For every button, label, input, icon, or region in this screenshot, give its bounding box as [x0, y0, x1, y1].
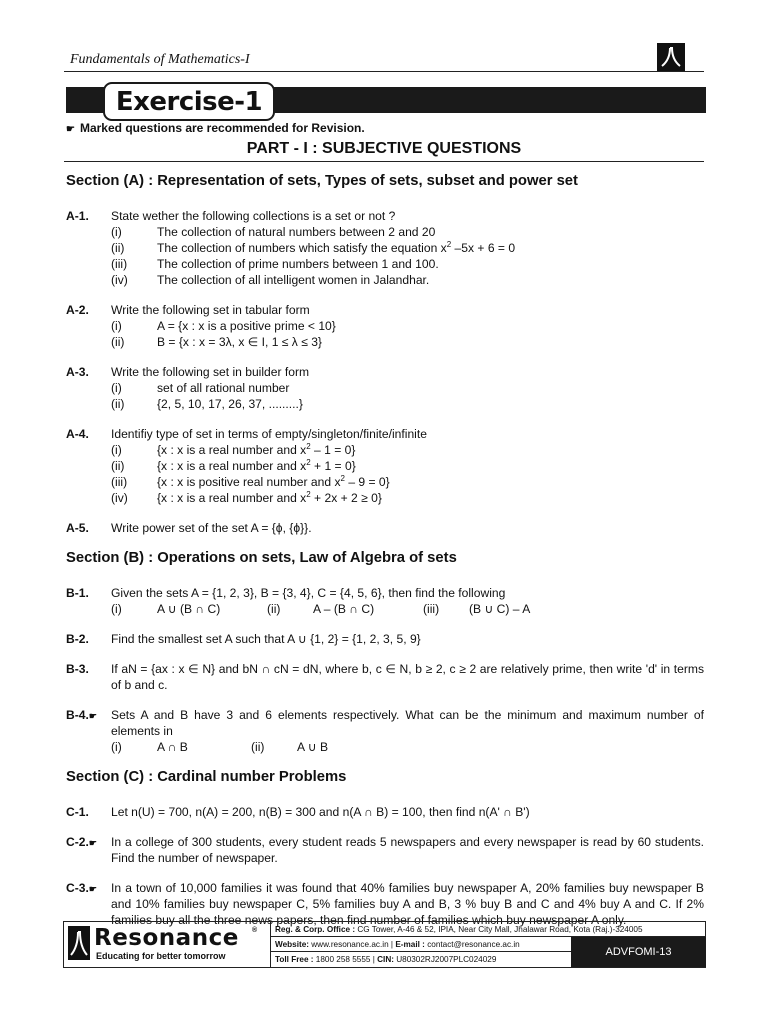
header-title: Fundamentals of Mathematics-I [70, 52, 250, 67]
question-text: Let n(U) = 700, n(A) = 200, n(B) = 300 and n(A ∩ B) = 100, then find n(A' ∩ B') [111, 805, 530, 819]
questions-content [66, 170, 704, 942]
sub-item-text: The collection of prime numbers between 1 and 100. [157, 257, 439, 271]
question-text: Write the following set in builder form [111, 365, 310, 379]
roman-numeral: (ii) [111, 241, 125, 255]
sub-item-text: The collection of all intelligent women in Jalandhar. [157, 273, 430, 287]
sub-item [111, 224, 704, 240]
sub-item [111, 240, 704, 256]
question-text: Write power set of the set A = {ϕ, {ϕ}}. [111, 521, 312, 535]
question-number: B-1. [66, 586, 89, 600]
sub-item [111, 490, 704, 506]
sub-item [111, 272, 704, 288]
question-number: A-1. [66, 209, 89, 223]
pointing-hand-icon: ☛ [88, 838, 97, 848]
roman-numeral: (i) [111, 225, 122, 239]
question-body [111, 661, 704, 693]
sub-item-text: The collection of natural numbers between 2 and 20 [157, 225, 436, 239]
question-number: B-4.☛ [66, 708, 97, 722]
footer-tagline: Educating for better tomorrow [96, 951, 226, 961]
question-body [111, 520, 704, 536]
footer-office-line: Reg. & Corp. Office : CG Tower, A-46 & 52, IPIA, Near City Mall, Jhalawar Road, Kota (Raj.)-324005 [271, 922, 706, 937]
roman-numeral: (iii) [111, 475, 128, 489]
sub-item [111, 442, 704, 458]
roman-numeral: (ii) [267, 602, 281, 616]
part-title: PART - I : SUBJECTIVE QUESTIONS [64, 140, 704, 162]
revision-note [66, 121, 365, 135]
question-number: A-2. [66, 303, 89, 317]
sub-item-text: set of all rational number [157, 381, 290, 395]
option-text: A – (B ∩ C) [313, 602, 375, 616]
inline-options [111, 739, 704, 755]
roman-numeral: (ii) [251, 740, 265, 754]
question-number: A-4. [66, 427, 89, 441]
option-text: A ∪ (B ∩ C) [157, 602, 221, 616]
question-text: Given the sets A = {1, 2, 3}, B = {3, 4}, C = {4, 5, 6}, then find the following [111, 586, 506, 600]
question-number: C-3.☛ [66, 881, 97, 895]
roman-numeral: (i) [111, 443, 122, 457]
question-body [111, 364, 704, 412]
roman-numeral: (iv) [111, 273, 128, 287]
question-body [111, 302, 704, 350]
section-heading: Section (B) : Operations on sets, Law of Algebra of sets [66, 550, 457, 566]
pointing-hand-icon: ☛ [66, 124, 75, 135]
roman-numeral: (iii) [111, 257, 128, 271]
question-number: A-5. [66, 521, 89, 535]
question-item [66, 302, 704, 350]
footer [63, 921, 706, 968]
roman-numeral: (i) [111, 602, 122, 616]
question-item [66, 426, 704, 506]
roman-numeral: (ii) [111, 335, 125, 349]
footer-toll-line: Toll Free : 1800 258 5555 | CIN: U80302RJ2007PLC024029 [275, 955, 497, 964]
roman-numeral: (i) [111, 381, 122, 395]
resonance-logo-icon [657, 43, 685, 71]
question-body [111, 208, 704, 288]
sub-item [111, 334, 704, 350]
question-body [111, 631, 704, 647]
roman-numeral: (i) [111, 319, 122, 333]
sub-item [111, 474, 704, 490]
header-rule [64, 71, 704, 72]
sub-item [111, 256, 704, 272]
sub-item [111, 380, 704, 396]
question-number: C-2.☛ [66, 835, 97, 849]
question-text: State wether the following collections is a set or not ? [111, 209, 396, 223]
sub-item-text: {x : x is positive real number and $x^2 - 9 = 0$} [157, 473, 390, 489]
roman-numeral: (iv) [111, 491, 128, 505]
footer-web-line: Website: www.resonance.ac.in | E-mail : contact@resonance.ac.in [271, 937, 571, 952]
question-number: C-1. [66, 805, 89, 819]
page-code: ADVFOMI-13 [571, 937, 706, 967]
pointing-hand-icon: ☛ [88, 711, 97, 721]
question-item [66, 661, 704, 693]
option-text: A ∩ B [157, 740, 188, 754]
sub-item-text: A = {x : x is a positive prime < 10} [157, 319, 336, 333]
question-item [66, 804, 704, 820]
option-text: A ∪ B [297, 740, 329, 754]
exercise-title: Exercise-1 [103, 82, 275, 121]
footer-brand: Resonance [94, 925, 239, 951]
sub-item-text: B = {x : x = 3λ, x ∈ I, 1 ≤ λ ≤ 3} [157, 335, 322, 349]
inline-options [111, 601, 704, 617]
question-text: Sets A and B have 3 and 6 elements respectively. What can be the minimum and maximum number of elements in [111, 708, 704, 738]
question-body [111, 585, 704, 617]
pointing-hand-icon: ☛ [88, 884, 97, 894]
question-body [111, 834, 704, 866]
footer-contact-block [270, 922, 706, 967]
question-body [111, 426, 704, 506]
roman-numeral: (ii) [111, 459, 125, 473]
option-text: (B ∪ C) – A [469, 602, 531, 616]
question-item [66, 585, 704, 617]
question-item [66, 520, 704, 536]
question-text: Write the following set in tabular form [111, 303, 310, 317]
roman-numeral: (ii) [111, 397, 125, 411]
question-number: A-3. [66, 365, 89, 379]
question-item [66, 364, 704, 412]
sub-item-text: {x : x is a real number and $x^2 + 2x + 2 \ge 0$} [157, 489, 382, 505]
question-body [111, 804, 704, 820]
sub-item-text: The collection of numbers which satisfy the equation $x^2$ –5x + 6 = 0 [157, 239, 516, 255]
sub-item [111, 396, 704, 412]
revision-note-text: Marked questions are recommended for Revision. [79, 121, 365, 135]
question-item [66, 707, 704, 755]
question-item [66, 208, 704, 288]
sub-item [111, 458, 704, 474]
question-number: B-3. [66, 662, 89, 676]
footer-logo-icon [68, 926, 90, 960]
question-text: Identifiy type of set in terms of empty/singleton/finite/infinite [111, 427, 427, 441]
sub-item [111, 318, 704, 334]
roman-numeral: (i) [111, 740, 122, 754]
roman-numeral: (iii) [423, 602, 440, 616]
email-link[interactable]: contact@resonance.ac.in [427, 940, 520, 949]
section-heading: Section (A) : Representation of sets, Types of sets, subset and power set [66, 173, 578, 189]
question-item [66, 631, 704, 647]
sub-item-text: {x : x is a real number and $x^2 + 1 = 0$} [157, 457, 356, 473]
question-item [66, 834, 704, 866]
website-link[interactable]: www.resonance.ac.in [311, 940, 389, 949]
section-heading: Section (C) : Cardinal number Problems [66, 769, 347, 785]
question-text: In a college of 300 students, every student reads 5 newspapers and every newspaper is read by 60 students. Find the number of newspaper. [111, 835, 704, 865]
sub-item-text: {x : x is a real number and $x^2 - 1 = 0$} [157, 441, 356, 457]
question-text: If aN = {ax : x ∈ N} and bN ∩ cN = dN, where b, c ∈ N, b ≥ 2, c ≥ 2 are relatively prime, then write 'd' in terms of b and c. [111, 662, 704, 692]
sub-item-text: {2, 5, 10, 17, 26, 37, .........} [157, 397, 303, 411]
question-body [111, 707, 704, 755]
question-text: In a town of 10,000 families it was found that 40% families buy newspaper A, 20% families buy newspaper B and 10% families buy newspaper C, 5% families buy A and B, 3 % buy B and C and 4% buy A and C. If 2% families buy all the three news papers, then find number of families which buy newspaper A only. [111, 881, 704, 927]
registered-mark: ® [252, 927, 258, 934]
question-number: B-2. [66, 632, 89, 646]
question-text: Find the smallest set A such that A ∪ {1, 2} = {1, 2, 3, 5, 9} [111, 632, 421, 646]
